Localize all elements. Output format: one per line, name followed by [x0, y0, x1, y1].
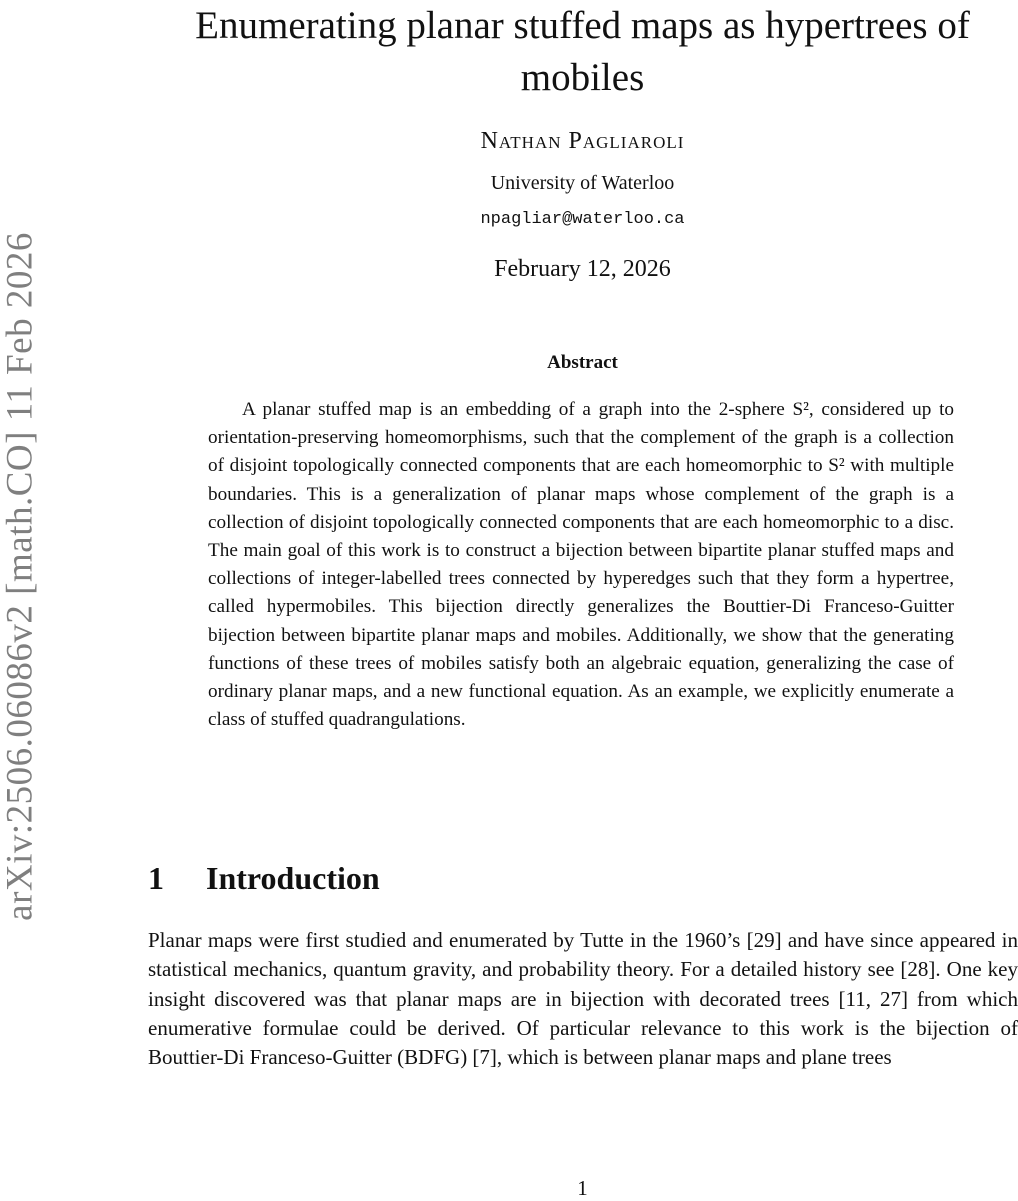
section-number: 1: [148, 860, 164, 896]
introduction-text: Planar maps were first studied and enumerated by Tutte in the 1960’s [29] and have since appeared in statistical mechanics, quantum gravity, and probability theory. For a detailed history see [28]. One key insight discovered was that planar maps are in bijection with decorated trees [11, 27] from which enumerative formulae could be derived. Of particular relevance to this work is the bijection of Bouttier-Di Franceso-Guitter (BDFG) [7], which is between planar maps and plane trees: [148, 928, 1018, 1070]
section-title: Introduction: [206, 860, 380, 896]
abstract-heading: Abstract: [547, 352, 618, 373]
arxiv-stamp: arXiv:2506.06086v2 [math.CO] 11 Feb 2026: [0, 232, 41, 921]
page-number: 1: [577, 1176, 588, 1200]
author-name: Nathan Pagliaroli: [480, 128, 685, 154]
paper-date: February 12, 2026: [494, 256, 671, 282]
paper-title: Enumerating planar stuffed maps as hypertrees of mobiles: [195, 4, 970, 99]
author-email: npagliar@waterloo.ca: [480, 210, 685, 229]
author-affiliation: University of Waterloo: [490, 172, 675, 194]
section-heading: [148, 860, 380, 897]
abstract-text: A planar stuffed map is an embedding of a graph into the 2-sphere S², considered up to orientation-preserving homeomorphisms, such that the complement of the graph is a collection of disjoint topologically connected components that are each homeomorphic to S² with multiple boundaries. This is a generalization of planar maps whose complement of the graph is a collection of disjoint topologically connected components that are each homeomorphic to a disc. The main goal of this work is to construct a bijection between bipartite planar stuffed maps and collections of integer-labelled trees connected by hyperedges such that they form a hypertree, called hypermobiles. This bijection directly generalizes the Bouttier-Di Franceso-Guitter bijection between bipartite planar maps and mobiles. Additionally, we show that the generating functions of these trees of mobiles satisfy both an algebraic equation, generalizing the case of ordinary planar maps, and a new functional equation. As an example, we explicitly enumerate a class of stuffed quadrangulations.: [208, 399, 954, 731]
